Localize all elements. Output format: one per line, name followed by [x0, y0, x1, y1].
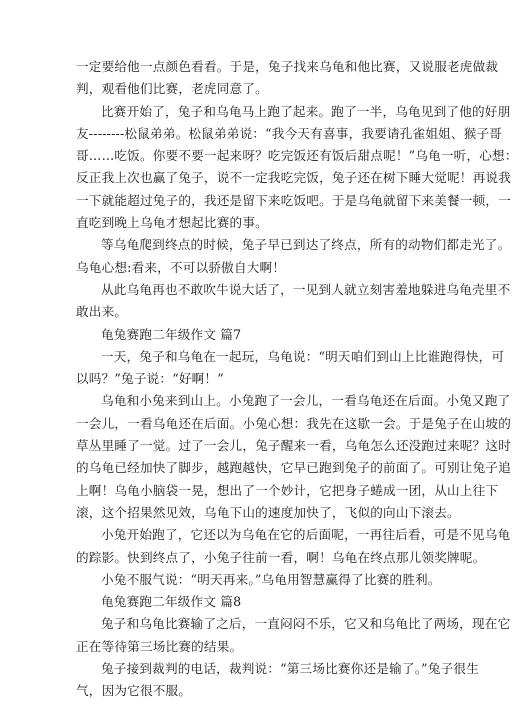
text-line: 比赛开始了，兔子和乌龟马上跑了起来。跑了一半，乌龟见到了他的好朋	[101, 103, 511, 119]
text-line: 乌龟心想:看来，不可以骄傲自大啊！	[76, 259, 286, 275]
text-line: 小兔不服气说：“明天再来。”乌龟用智慧赢得了比赛的胜利。	[101, 571, 441, 587]
text-line: 判，观看他们比赛，老虎同意了。	[76, 81, 268, 97]
text-line: 反正我上次也赢了兔子，说不一定我吃完饭，兔子还在树下睡大觉呢！再说我	[76, 170, 511, 186]
text-line: 一会儿，一看乌龟还在后面。小兔心想：我先在这歇一会。于是兔子在山坡的	[76, 415, 511, 431]
document-body	[76, 56, 518, 703]
text-line: 从此乌龟再也不敢吹牛说大话了，一见到人就立刻害羞地躲进乌龟壳里不	[101, 281, 511, 297]
text-line: 滚，这个招果然见效，乌龟下山的速度加快了，飞似的向山下滚去。	[76, 504, 460, 520]
text-line: 友--------松鼠弟弟。松鼠弟弟说：“我今天有喜事，我要请孔雀姐姐、猴子哥	[76, 125, 503, 141]
text-line: 一定要给他一点颜色看看。于是，兔子找来乌龟和他比赛，又说服老虎做裁	[76, 59, 499, 74]
text-line: 兔子和乌龟比赛输了之后，一直闷闷不乐，它又和乌龟比了两场，现在它	[101, 616, 511, 632]
text-line: 乌龟和小兔来到山上。小兔跑了一会儿，一看乌龟还在后面。小兔又跑了	[101, 393, 511, 409]
text-line: 直吃到晚上乌龟才想起比赛的事。	[76, 215, 268, 231]
text-line: 哥……吃饭。你要不要一起来呀？吃完饭还有饭后甜点呢！”乌龟一听，心想：	[76, 148, 518, 164]
section-heading: 龟兔赛跑二年级作文 篇7	[101, 326, 242, 342]
text-line: 上啊！乌龟小脑袋一晃，想出了一个妙计，它把身子蜷成一团，从山上往下	[76, 482, 499, 498]
text-line: 等乌龟爬到终点的时候，兔子早已到达了终点，所有的动物们都走光了。	[101, 237, 511, 253]
text-line: 以吗？”兔子说：“好啊！”	[76, 371, 224, 387]
text-line: 兔子接到裁判的电话，裁判说：“第三场比赛你还是输了。”兔子很生	[101, 661, 479, 677]
text-line: 草丛里睡了一觉。过了一会儿，兔子醒来一看，乌龟怎么还没跑过来呢？这时	[76, 438, 511, 454]
text-line: 气，因为它很不服。	[76, 683, 192, 699]
text-line: 敢出来。	[76, 304, 128, 320]
text-line: 正在等待第三场比赛的结果。	[76, 638, 243, 654]
text-line: 一天，兔子和乌龟在一起玩，乌龟说：“明天咱们到山上比谁跑得快，可	[101, 348, 505, 364]
text-line: 小兔开始跑了，它还以为乌龟在它的后面呢，一再往后看，可是不见乌龟	[101, 527, 511, 543]
text-line: 的乌龟已经加快了脚步，越跑越快，它早已跑到兔子的前面了。可别让兔子追	[76, 460, 511, 476]
text-line: 的踪影。快到终点了，小兔子往前一看，啊！乌龟在终点那儿领奖牌呢。	[76, 549, 486, 565]
section-heading: 龟兔赛跑二年级作文 篇8	[101, 594, 242, 610]
text-line: 一下就能超过兔子的，我还是留下来吃饭吧。于是乌龟就留下来美餐一顿，一	[76, 192, 511, 208]
